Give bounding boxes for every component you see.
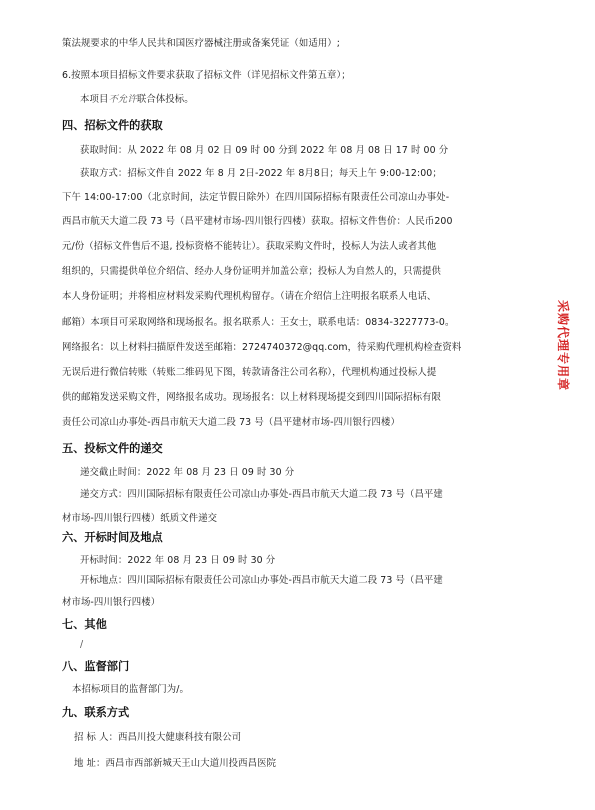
- section-heading: 六、开标时间及地点: [62, 531, 163, 544]
- text-line: [80, 93, 194, 107]
- section-heading: 九、联系方式: [62, 706, 130, 719]
- text-line: 责任公司凉山办事处-西昌市航天大道二段 73 号（昌平建材市场-四川银行四楼）: [62, 417, 400, 428]
- section-heading: 八、监督部门: [62, 660, 130, 673]
- text-line: 递交截止时间：2022 年 08 月 23 日 09 时 30 分: [80, 467, 295, 478]
- text-line: 开标时间：2022 年 08 月 23 日 09 时 30 分: [80, 555, 276, 566]
- text-line: 西昌市航天大道二段 73 号（昌平建材市场-四川银行四楼）获取。招标文件售价：人民币200: [62, 216, 453, 227]
- text-segment: 本项目: [80, 94, 109, 105]
- text-line: 供的邮箱发送采购文件，网络报名成功。现场报名：以上材料现场提交到四川国际招标有限: [62, 392, 442, 403]
- text-line: 网络报名：以上材料扫描原件发送至邮箱：2724740372@qq.com，待采购代理机构检查资料: [62, 342, 462, 353]
- text-line: 元/份（招标文件售后不退, 投标资格不能转让）。获取采购文件时，投标人为法人或者其他: [62, 241, 437, 252]
- text-line: 递交方式：四川国际招标有限责任公司凉山办事处-西昌市航天大道二段 73 号（昌平建: [80, 489, 443, 500]
- seal-stamp: 采购代理专用章: [556, 300, 570, 392]
- text-line: 地 址：西昌市西部新城天王山大道川投西昌医院: [74, 758, 277, 769]
- text-segment: 联合体投标。: [136, 94, 194, 105]
- text-line: 材市场-四川银行四楼）: [62, 597, 161, 608]
- text-line: 开标地点：四川国际招标有限责任公司凉山办事处-西昌市航天大道二段 73 号（昌平建: [80, 575, 443, 586]
- section-heading: 五、投标文件的递交: [62, 442, 163, 455]
- text-line: 材市场-四川银行四楼）纸质文件递交: [62, 513, 218, 524]
- text-line: 下午 14:00-17:00（北京时间，法定节假日除外）在四川国际招标有限责任公司凉山办事处-: [62, 192, 450, 203]
- text-line: 组织的，只需提供单位介绍信、经办人身份证明并加盖公章；投标人为自然人的，只需提供: [62, 266, 442, 277]
- text-line: 无误后进行微信转账（转账二维码见下图，转款请备注公司名称），代理机构通过投标人提: [62, 367, 437, 378]
- text-line: /: [80, 639, 84, 650]
- handwritten-text: 不允许: [108, 94, 137, 105]
- text-line: 获取时间：从 2022 年 08 月 02 日 09 时 00 分到 2022 年 08 月 08 日 17 时 00 分: [80, 145, 449, 156]
- text-line: 本人身份证明；并将相应材料发采购代理机构留存。（请在介绍信上注明报名联系人电话、: [62, 291, 437, 302]
- text-line: 招 标 人：西昌川投大健康科技有限公司: [74, 732, 242, 743]
- text-line: 6.按照本项目招标文件要求获取了招标文件（详见招标文件第五章）；: [62, 70, 351, 81]
- section-heading: 四、招标文件的获取: [62, 119, 163, 132]
- text-line: 策法规要求的中华人民共和国医疗器械注册或备案凭证（如适用）;: [62, 38, 341, 49]
- text-line: 本招标项目的监督部门为/。: [72, 684, 189, 695]
- text-line: 获取方式：招标文件自 2022 年 8 月 2日-2022 年 8月8日；每天上午 9:00-12:00；: [80, 168, 442, 179]
- text-line: 邮箱）本项目可采取网络和现场报名。报名联系人：王女士，联系电话：0834-3227773-0。: [62, 317, 455, 328]
- section-heading: 七、其他: [62, 618, 107, 631]
